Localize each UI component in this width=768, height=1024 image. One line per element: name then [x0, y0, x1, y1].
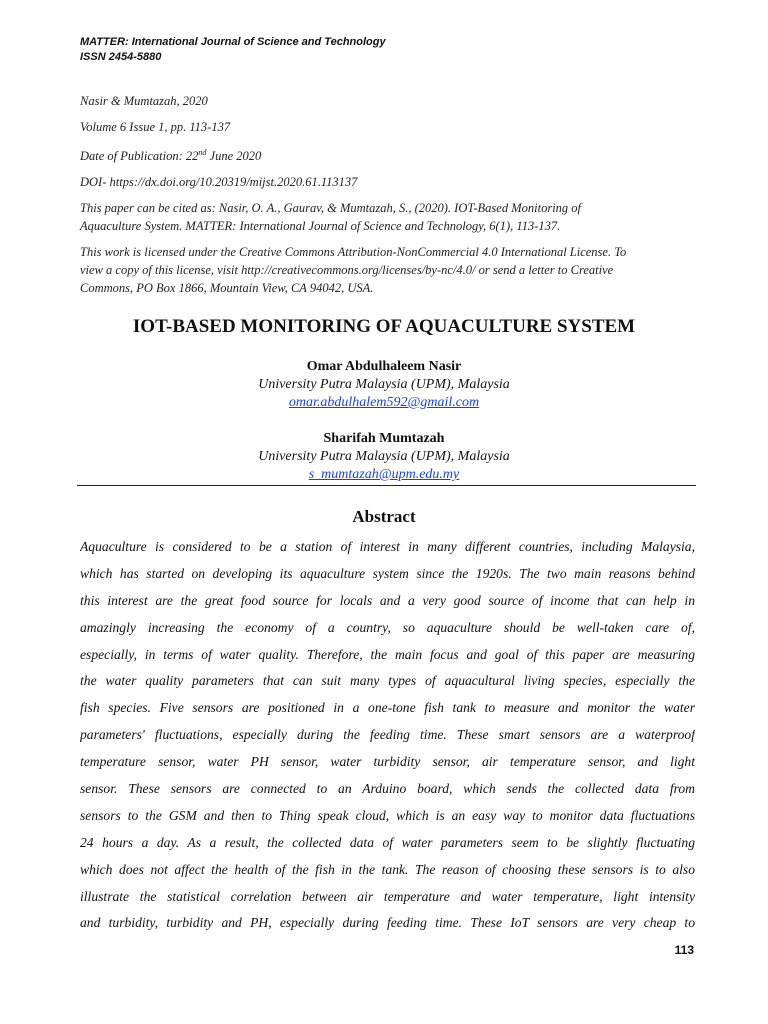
author-affiliation: University Putra Malaysia (UPM), Malaysia	[258, 377, 510, 392]
authors-year: Nasir & Mumtazah, 2020	[80, 94, 208, 108]
journal-name: MATTER: International Journal of Science and Technology	[80, 36, 386, 48]
author-block	[0, 430, 768, 484]
author-affiliation: University Putra Malaysia (UPM), Malaysia	[258, 449, 510, 464]
abstract-line: Aquaculture is considered to be a station of interest in many different countries, including Malaysia,	[80, 539, 695, 554]
abstract-line: sensors to the GSM and then to Thing speak cloud, which is an easy way to monitor data fluctuations	[80, 807, 695, 823]
journal-header	[80, 35, 386, 65]
publication-date: Date of Publication: 22nd June 2020	[80, 148, 262, 164]
abstract-line: and turbidity, turbidity and PH, especially during feeding time. These IoT sensors are very cheap to	[80, 915, 695, 931]
doi-link[interactable]: DOI- https://dx.doi.org/10.20319/mijst.2020.61.113137	[80, 175, 358, 190]
abstract-line: amazingly increasing the economy of a country, so aquaculture should be well-taken care of,	[80, 619, 695, 635]
journal-issn: ISSN 2454-5880	[80, 51, 162, 63]
author-name: Omar Abdulhaleem Nasir	[306, 359, 462, 374]
abstract-line: illustrate the statistical correlation between air temperature and water temperature, light intensity	[80, 888, 695, 904]
abstract-heading: Abstract	[352, 507, 416, 526]
abstract-line: the water quality parameters that can suit many types of aquacultural living species, especially the	[80, 673, 695, 689]
page-number: 113	[674, 943, 694, 957]
section-divider	[77, 485, 696, 486]
abstract-line: temperature sensor, water PH sensor, water turbidity sensor, air temperature sensor, and light	[80, 754, 695, 770]
license-note: This work is licensed under the Creative Commons Attribution-NonCommercial 4.0 International License. To view a copy of this license, visit http://creativecommons.org/licenses/by-nc/4.0/ or send a letter to Creative Commons, PO Box 1866, Mountain View, CA 94042, USA.	[80, 245, 627, 296]
author-name: Sharifah Mumtazah	[323, 431, 445, 446]
author-email-link[interactable]: s_mumtazah@upm.edu.my	[308, 467, 460, 482]
author-email-link[interactable]: omar.abdulhalem592@gmail.com	[288, 395, 480, 410]
abstract-line: 24 hours a day. As a result, the collected data of water parameters seem to be slightly fluctuating	[80, 834, 695, 850]
abstract-line: which does not affect the health of the fish in the tank. The reason of choosing these sensors is to also	[80, 861, 695, 877]
paper-title: IOT-BASED MONITORING OF AQUACULTURE SYSTEM	[132, 316, 636, 337]
abstract-line: fish species. Five sensors are positioned in a one-tone fish tank to measure and monitor the water	[80, 700, 695, 716]
volume-info: Volume 6 Issue 1, pp. 113-137	[80, 120, 231, 134]
abstract-line: this interest are the great food source for locals and a very good source of income that can help in	[80, 592, 695, 608]
author-block	[0, 358, 768, 412]
citation-note: This paper can be cited as: Nasir, O. A., Gaurav, & Mumtazah, S., (2020). IOT-Based Monitoring of Aquaculture System. MATTER: International Journal of Science and Technology, 6(1), 113-137.	[80, 201, 582, 234]
article-metadata	[80, 92, 700, 305]
abstract-line: parameters' fluctuations, especially during the feeding time. These smart sensors are a waterproof	[80, 727, 695, 743]
abstract-line: which has started on developing its aquaculture system since the 1920s. The two main reasons behind	[80, 565, 695, 581]
abstract-line: sensor. These sensors are connected to an Arduino board, which sends the collected data from	[80, 781, 695, 797]
abstract-body	[80, 534, 695, 937]
abstract-line: especially, in terms of water quality. Therefore, the main focus and goal of this paper are measuring	[80, 646, 695, 662]
